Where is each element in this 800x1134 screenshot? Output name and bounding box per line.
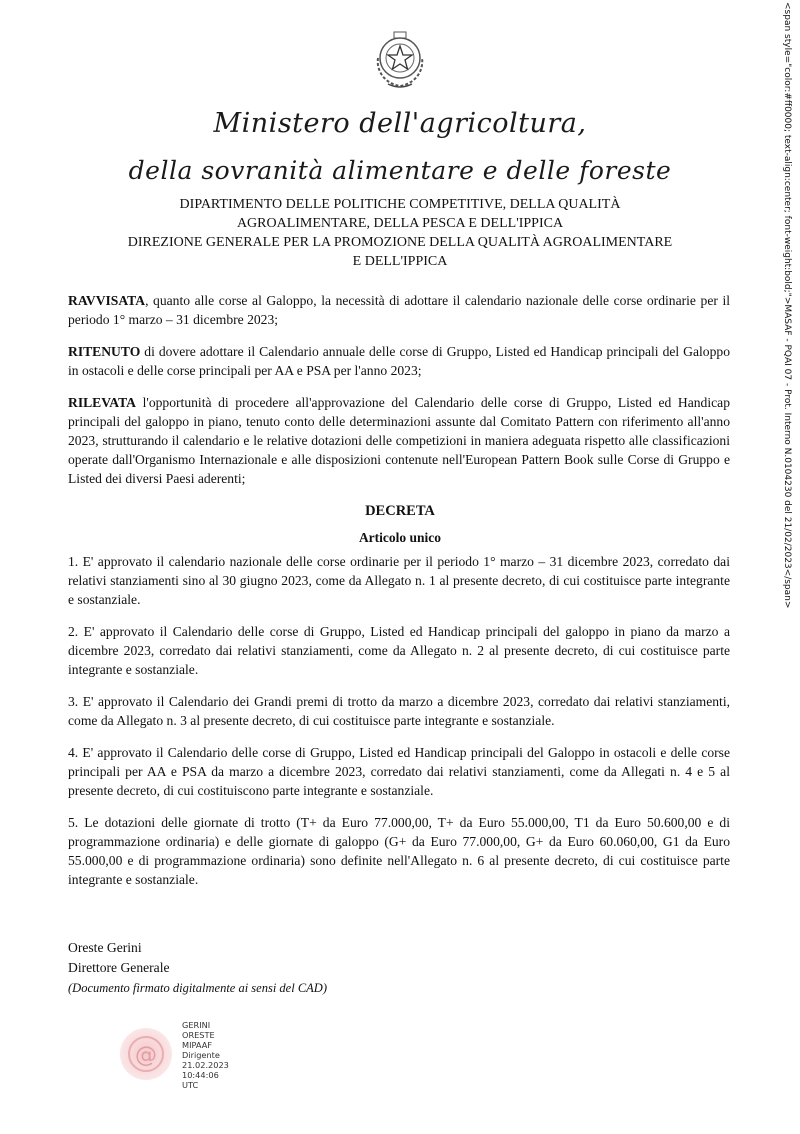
article-paragraph: 3. E' approvato il Calendario dei Grandi premi di trotto da marzo a dicembre 2023, corredato dai relativi stanziamenti, come da Allegato n. 3 al presente decreto, di cui costituisce parte integrante e sostanziale. bbox=[68, 694, 730, 728]
signature-detail-line: Dirigente bbox=[182, 1050, 220, 1060]
articolo-heading: Articolo unico bbox=[358, 530, 442, 545]
preamble-lead: RAVVISATA bbox=[68, 293, 146, 308]
signature-detail-line: 21.02.2023 bbox=[182, 1060, 229, 1070]
article-paragraph: 5. Le dotazioni delle giornate di trotto (T+ da Euro 77.000,00, T+ da Euro 55.000,00, T1 da Euro 50.600,00 e di programmazione ordinaria) e delle giornate di galoppo (G+ da Euro 77.000,00, G+ da Euro 60.060,00, G1 da Euro 55.000,00 e di programmazione ordinaria) sono definite nell'Allegato n. 6 al presente decreto, di cui costituisce parte integrante e sostanziale. bbox=[68, 815, 730, 887]
preamble-lead: RILEVATA bbox=[68, 395, 136, 410]
department-line: E DELL'IPPICA bbox=[352, 254, 448, 269]
signature-note: (Documento firmato digitalmente ai sensi del CAD) bbox=[68, 981, 327, 995]
digital-signature-seal-icon bbox=[118, 1026, 174, 1082]
articles bbox=[68, 552, 730, 902]
signature-block bbox=[68, 938, 327, 998]
preamble-paragraph bbox=[68, 393, 730, 488]
signer-role: Direttore Generale bbox=[68, 960, 170, 975]
preamble-paragraph bbox=[68, 291, 730, 329]
preamble-lead: RITENUTO bbox=[68, 344, 141, 359]
signer-name: Oreste Gerini bbox=[68, 940, 142, 955]
preamble-paragraph bbox=[68, 342, 730, 380]
signature-detail-line: 10:44:06 bbox=[182, 1070, 219, 1080]
digital-signature-details bbox=[182, 1020, 229, 1090]
article-paragraph: 1. E' approvato il calendario nazionale delle corse ordinarie per il periodo 1° marzo – 31 dicembre 2023, corredato dai relativi stanziamenti sino al 30 giugno 2023, come da Allegato n. 1 al presente decreto, di cui costituisce parte integrante e sostanziale. bbox=[68, 554, 730, 607]
ministry-name-line2: della sovranità alimentare e delle foreste bbox=[128, 156, 672, 185]
decreta-heading: DECRETA bbox=[365, 503, 435, 519]
department-heading bbox=[80, 195, 720, 271]
signature-detail-line: UTC bbox=[182, 1080, 199, 1090]
department-line: DIREZIONE GENERALE PER LA PROMOZIONE DELLA QUALITÀ AGROALIMENTARE bbox=[127, 235, 673, 250]
signature-detail-line: ORESTE bbox=[182, 1030, 215, 1040]
preamble-text: l'opportunità di procedere all'approvazione del Calendario delle corse di Gruppo, Listed ed Handicap principali del galoppo in piano, tenuto conto delle determinazioni assunte dal Comitato Pattern con riferimento all'anno 2023, strutturando il calendario e le relative dotazioni delle competizioni in maniera adeguata rispetto alle classificazioni operate dall'Organismo Internazionale e alle disposizioni contenute nell'European Pattern Book sulle Corse di Gruppo e Listed dei diversi Paesi aderenti; bbox=[68, 395, 730, 486]
preamble-text: , quanto alle corse al Galoppo, la necessità di adottare il calendario nazionale delle corse ordinarie per il periodo 1° marzo – 31 dicembre 2023; bbox=[68, 293, 730, 327]
department-line: AGROALIMENTARE, DELLA PESCA E DELL'IPPICA bbox=[236, 216, 564, 231]
preamble-text: di dovere adottare il Calendario annuale delle corse di Gruppo, Listed ed Handicap principali del Galoppo in ostacoli e delle corse principali per AA e PSA per l'anno 2023; bbox=[68, 344, 730, 378]
department-line: DIPARTIMENTO DELLE POLITICHE COMPETITIVE, DELLA QUALITÀ bbox=[179, 197, 621, 212]
signature-detail-line: GERINI bbox=[182, 1020, 211, 1030]
article-paragraph: 4. E' approvato il Calendario delle corse di Gruppo, Listed ed Handicap principali del Galoppo in ostacoli e delle corse principali per AA e PSA da marzo a dicembre 2023, corredato dai relativi stanziamenti, come da Allegati n. 4 e 5 al presente decreto, di cui costituiscono parte integrante e sostanziale. bbox=[68, 745, 730, 798]
ministry-name-line1: Ministero dell'agricoltura, bbox=[213, 108, 587, 139]
preamble bbox=[68, 291, 730, 501]
italian-republic-emblem-icon bbox=[368, 28, 432, 92]
svg-text:@: @ bbox=[135, 1043, 157, 1068]
protocol-side-stamp: <span style="color:#ff0000; text-align:center; font-weight:bold;">MASAF - PQAI 07 - Prot. Interno N.0104230 del 21/02/2023</span> bbox=[782, 2, 792, 609]
signature-detail-line: MIPAAF bbox=[182, 1040, 213, 1050]
article-paragraph: 2. E' approvato il Calendario delle corse di Gruppo, Listed ed Handicap principali del galoppo in piano da marzo a dicembre 2023, corredato dai relativi stanziamenti, come da Allegato n. 2 al presente decreto, di cui costituisce parte integrante e sostanziale. bbox=[68, 624, 730, 677]
